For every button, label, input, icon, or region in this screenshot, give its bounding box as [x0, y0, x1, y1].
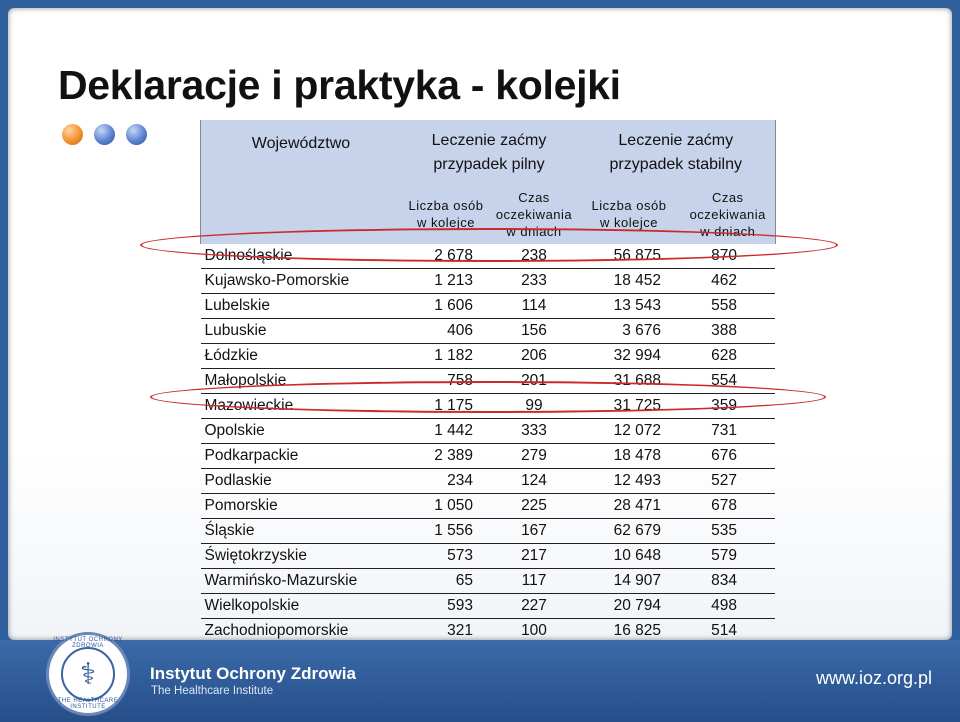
- region-cell: Zachodniopomorskie: [201, 619, 402, 644]
- stable-persons-cell: 13 543: [577, 294, 681, 319]
- table-row: [201, 494, 776, 519]
- stable-persons-cell: 12 493: [577, 469, 681, 494]
- stable-days-cell: 527: [681, 469, 775, 494]
- stable-days-cell: 579: [681, 544, 775, 569]
- urgent-persons-cell: 1 182: [401, 344, 491, 369]
- stable-persons-cell: 31 688: [577, 369, 681, 394]
- stable-persons-cell: 14 907: [577, 569, 681, 594]
- header-wait-line2: oczekiwania: [689, 206, 766, 222]
- urgent-persons-cell: 1 175: [401, 394, 491, 419]
- urgent-persons-cell: 65: [401, 569, 491, 594]
- logo-ring-text-bottom: THE HEALTHCARE INSTITUTE: [57, 698, 119, 710]
- urgent-days-cell: 201: [491, 369, 577, 394]
- region-cell: Mazowieckie: [201, 394, 402, 419]
- stable-days-cell: 388: [681, 319, 775, 344]
- urgent-days-cell: 167: [491, 519, 577, 544]
- stable-persons-cell: 20 794: [577, 594, 681, 619]
- urgent-persons-cell: 234: [401, 469, 491, 494]
- urgent-days-cell: 233: [491, 269, 577, 294]
- region-cell: Łódzkie: [201, 344, 402, 369]
- urgent-persons-cell: 1 556: [401, 519, 491, 544]
- header-wait-line1: Czas: [518, 189, 550, 205]
- urgent-days-cell: 206: [491, 344, 577, 369]
- urgent-persons-cell: 2 389: [401, 444, 491, 469]
- region-cell: Dolnośląskie: [201, 244, 402, 269]
- region-cell: Lubelskie: [201, 294, 402, 319]
- header-stable-persons: [577, 184, 681, 244]
- table-row: [201, 419, 776, 444]
- region-cell: Podlaskie: [201, 469, 402, 494]
- region-cell: Kujawsko-Pomorskie: [201, 269, 402, 294]
- table-row: [201, 244, 776, 269]
- urgent-days-cell: 117: [491, 569, 577, 594]
- header-wait-line1: Czas: [711, 189, 744, 205]
- website-link[interactable]: www.ioz.org.pl: [815, 668, 932, 688]
- stable-persons-cell: 56 875: [577, 244, 681, 269]
- header-wait-line3: w dniach: [700, 223, 756, 239]
- region-cell: Pomorskie: [201, 494, 402, 519]
- header-urgent-line2: przypadek pilny: [433, 156, 545, 173]
- region-cell: Śląskie: [201, 519, 402, 544]
- urgent-days-cell: 100: [491, 619, 577, 644]
- urgent-days-cell: 333: [491, 419, 577, 444]
- stable-days-cell: 554: [681, 369, 775, 394]
- stable-persons-cell: 10 648: [577, 544, 681, 569]
- stable-persons-cell: 16 825: [577, 619, 681, 644]
- region-cell: Podkarpackie: [201, 444, 402, 469]
- stable-persons-cell: 18 478: [577, 444, 681, 469]
- stable-days-cell: 628: [681, 344, 775, 369]
- stable-persons-cell: 12 072: [577, 419, 681, 444]
- urgent-persons-cell: 406: [401, 319, 491, 344]
- urgent-persons-cell: 758: [401, 369, 491, 394]
- stable-persons-cell: 32 994: [577, 344, 681, 369]
- caduceus-icon: ⚕: [61, 647, 115, 701]
- stable-persons-cell: 62 679: [577, 519, 681, 544]
- urgent-days-cell: 99: [491, 394, 577, 419]
- header-persons-line1: Liczba osób: [408, 198, 484, 213]
- header-persons-line1: Liczba osób: [591, 198, 667, 213]
- table-row: [201, 394, 776, 419]
- region-cell: Warmińsko-Mazurskie: [201, 569, 402, 594]
- urgent-days-cell: 114: [491, 294, 577, 319]
- table-row: [201, 294, 776, 319]
- header-persons-line2: w kolejce: [417, 215, 475, 230]
- institute-subtitle: The Healthcare Institute: [151, 685, 274, 697]
- table-row: [201, 519, 776, 544]
- stable-persons-cell: 31 725: [577, 394, 681, 419]
- table-row: [201, 369, 776, 394]
- stable-days-cell: 498: [681, 594, 775, 619]
- stable-days-cell: 870: [681, 244, 775, 269]
- urgent-days-cell: 225: [491, 494, 577, 519]
- urgent-persons-cell: 321: [401, 619, 491, 644]
- stable-days-cell: 834: [681, 569, 775, 594]
- urgent-days-cell: 217: [491, 544, 577, 569]
- stable-days-cell: 535: [681, 519, 775, 544]
- region-cell: Opolskie: [201, 419, 402, 444]
- stable-days-cell: 678: [681, 494, 775, 519]
- urgent-days-cell: 238: [491, 244, 577, 269]
- urgent-persons-cell: 573: [401, 544, 491, 569]
- urgent-persons-cell: 1 213: [401, 269, 491, 294]
- waiting-list-table: [200, 120, 776, 644]
- urgent-persons-cell: 2 678: [401, 244, 491, 269]
- region-cell: Lubuskie: [201, 319, 402, 344]
- table-row: [201, 269, 776, 294]
- stable-days-cell: 676: [681, 444, 775, 469]
- urgent-persons-cell: 1 606: [401, 294, 491, 319]
- institute-name: Instytut Ochrony Zdrowia: [150, 664, 356, 683]
- table-row: [201, 544, 776, 569]
- region-cell: Wielkopolskie: [201, 594, 402, 619]
- header-stable-days: [681, 184, 775, 244]
- table-row: [201, 319, 776, 344]
- stable-days-cell: 514: [681, 619, 775, 644]
- header-stable-line2: przypadek stabilny: [609, 156, 742, 173]
- urgent-days-cell: 156: [491, 319, 577, 344]
- stable-persons-cell: 3 676: [577, 319, 681, 344]
- header-wait-line3: w dniach: [506, 223, 562, 239]
- urgent-persons-cell: 1 050: [401, 494, 491, 519]
- header-region: Województwo: [201, 120, 402, 244]
- slide-title: Deklaracje i praktyka - kolejki: [58, 62, 621, 108]
- header-urgent-line1: Leczenie zaćmy: [431, 132, 547, 149]
- header-persons-line2: w kolejce: [600, 215, 658, 230]
- header-urgent: [401, 120, 577, 184]
- stable-persons-cell: 28 471: [577, 494, 681, 519]
- stable-days-cell: 731: [681, 419, 775, 444]
- region-cell: Świętokrzyskie: [201, 544, 402, 569]
- stable-days-cell: 558: [681, 294, 775, 319]
- logo-ring-text-top: INSTYTUT OCHRONY ZDROWIA: [53, 637, 123, 649]
- stable-days-cell: 359: [681, 394, 775, 419]
- table-body: [201, 244, 776, 644]
- table-row: [201, 594, 776, 619]
- header-stable: [577, 120, 775, 184]
- table-row: [201, 344, 776, 369]
- header-stable-line1: Leczenie zaćmy: [618, 132, 734, 149]
- urgent-days-cell: 279: [491, 444, 577, 469]
- table-row: [201, 444, 776, 469]
- table-row: [201, 569, 776, 594]
- orange-bullet-dot: [62, 124, 83, 145]
- blue-bullet-dot: [94, 124, 115, 145]
- stable-days-cell: 462: [681, 269, 775, 294]
- urgent-days-cell: 227: [491, 594, 577, 619]
- header-urgent-days: [491, 184, 577, 244]
- header-urgent-persons: [401, 184, 491, 244]
- urgent-persons-cell: 1 442: [401, 419, 491, 444]
- urgent-days-cell: 124: [491, 469, 577, 494]
- header-wait-line2: oczekiwania: [495, 206, 573, 222]
- institute-logo: [46, 632, 130, 716]
- urgent-persons-cell: 593: [401, 594, 491, 619]
- stable-persons-cell: 18 452: [577, 269, 681, 294]
- blue-bullet-dot: [126, 124, 147, 145]
- region-cell: Małopolskie: [201, 369, 402, 394]
- table-row: [201, 469, 776, 494]
